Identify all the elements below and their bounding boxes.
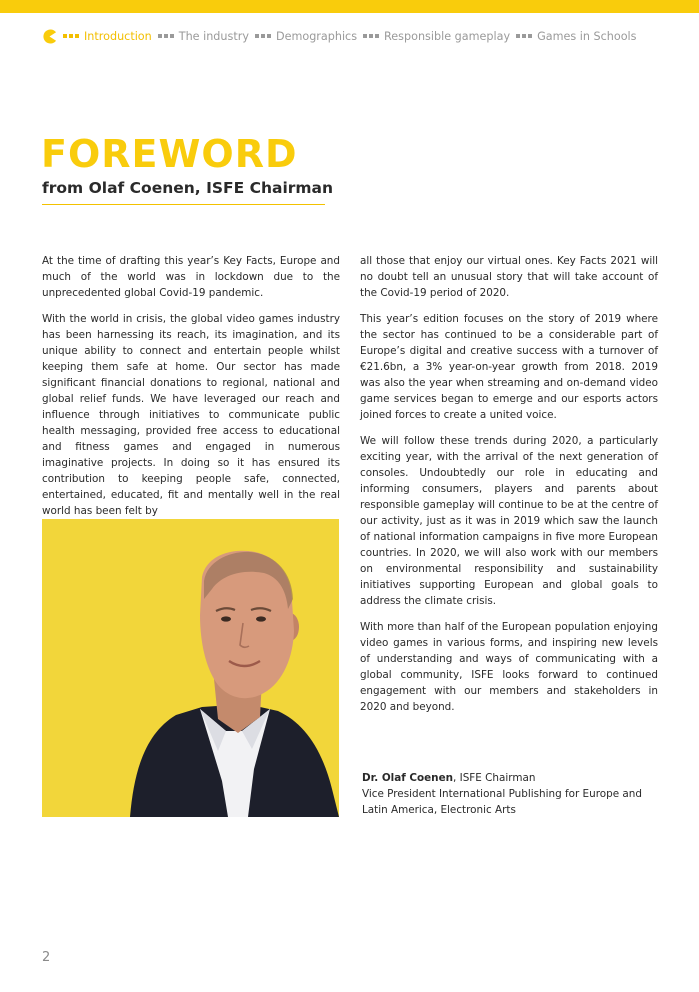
nav-item-the-industry[interactable] [158,30,249,43]
paragraph: We will follow these trends during 2020, a particularly exciting year, with the arrival of the next generation of consoles. Undoubtedly our role in educating and informing consumers, players and parents about responsible gameplay will continue to be at the centre of our activity, just as it was in 2019 which saw the launch of national information campaigns in five more European countries. In 2020, we will also work with our members on environmental responsibility and sustainability initiatives supporting European and global goals to address the climate crisis. [360,435,658,607]
nav-item-games-in-schools[interactable] [516,30,636,43]
page-number: 2 [42,950,51,965]
top-accent-bar [0,0,699,13]
nav-item-label: Responsible gameplay [384,29,511,43]
nav-item-label: Introduction [84,29,152,43]
title-underline [42,204,325,205]
nav-item-label: The industry [178,29,249,43]
paragraph: With more than half of the European population enjoying video games in various forms, and inspiring new levels of understanding and ways of communicating with a global community, ISFE looks forward to continued engagement with our members and stakeholders in 2020 and beyond. [360,621,658,713]
paragraph: At the time of drafting this year’s Key Facts, Europe and much of the world was in lockdown due to the unprecedented global Covid-19 pandemic. [42,255,340,299]
body-column-left [42,253,340,529]
dots-icon [255,34,271,38]
signature-block [362,770,672,818]
paragraph: This year’s edition focuses on the story of 2019 where the sector has continued to be a considerable part of Europe’s digital and creative success with a turnover of €21.6bn, a 3% year-on-year growth from 2018. 2019 was also the year when streaming and on-demand video game services began to emerge and our esports actors joined forces to create a united voice. [360,313,658,421]
page-subtitle: from Olaf Coenen, ISFE Chairman [42,179,334,197]
portrait-caption: Dr. Olaf Coenen [4,629,20,748]
nav-item-demographics[interactable] [255,30,357,43]
nav-item-label: Games in Schools [537,29,637,43]
dots-icon [63,34,79,38]
nav-item-introduction[interactable] [63,30,152,43]
section-nav [42,28,642,44]
page-title: FOREWORD [41,132,298,176]
signature-name: Dr. Olaf Coenen [362,772,454,784]
signature-line-3: Latin America, Electronic Arts [362,804,516,816]
paragraph: all those that enjoy our virtual ones. Key Facts 2021 will no doubt tell an unusual story that will take account of the Covid-19 period of 2020. [360,255,658,299]
dots-icon [363,34,379,38]
signature-line-1 [362,770,672,786]
signature-role: , ISFE Chairman [453,772,536,784]
signature-line-2: Vice President International Publishing for Europe and [362,788,642,800]
nav-item-label: Demographics [275,29,358,43]
dots-icon [158,34,174,38]
body-column-right [360,253,658,725]
portrait-photo [42,519,339,817]
paragraph: With the world in crisis, the global video games industry has been harnessing its reach, its imagination, and its unique ability to connect and entertain people whilst keeping them safe at home. Our sector has made significant financial donations to regional, national and global relief funds. We have leveraged our reach and influence through initiatives to communicate public health messaging, provided free access to educational and fitness games and engaged in numerous imaginative projects. In doing so it has ensured its contribution to keeping people safe, connected, entertained, educated, fit and mentally well in the real world has been felt by [42,313,340,517]
dots-icon [516,34,532,38]
pacman-icon [42,29,57,44]
nav-item-responsible-gameplay[interactable] [363,30,510,43]
portrait-illustration [42,519,339,817]
